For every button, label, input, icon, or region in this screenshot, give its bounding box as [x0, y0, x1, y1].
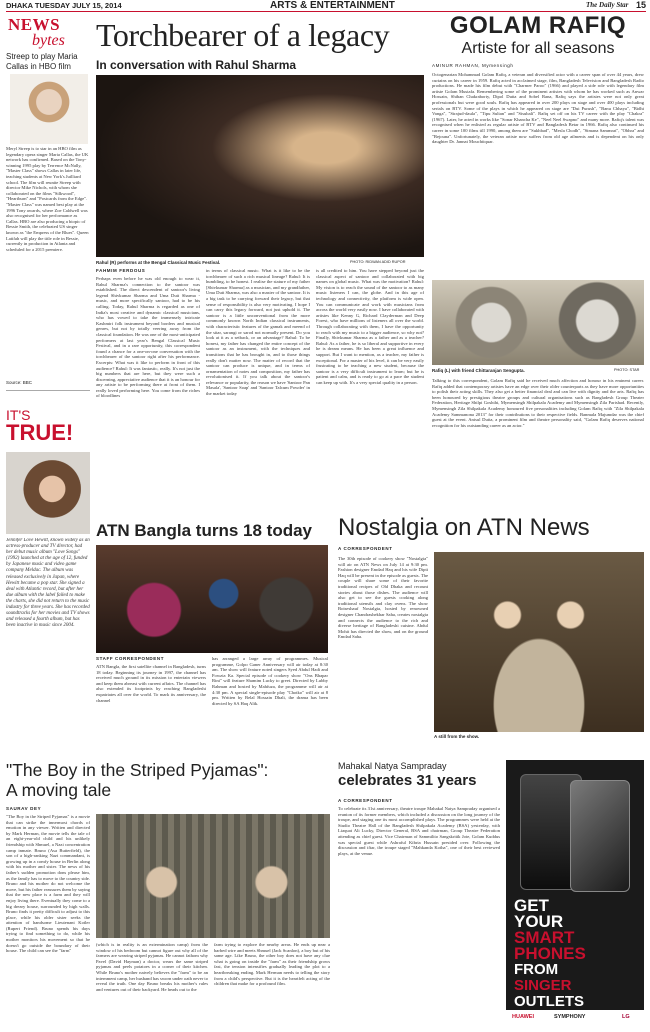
- mahakal-byline: A CORRESPONDENT: [338, 798, 393, 803]
- mahakal-body: To celebrate its 31st anniversary, theatre troupe Mahakal Natya Sampraday organised a reunion of its former members, which included a discussion on the long journey of the troupe, and staging one its most accomplished plays. The programmes were held at the Studio Theatre Hall of the Bangladesh Shilpakala Academy (BSA) yesterday, with Liaquat Ali Lucky, Director General, BSA and chairman, Group Theatre Federation attending as chief guest. Vice Chairman of Sammilito Sangskritik Jote, Golam Kuddus was special guest while Ashraful Kibria Hussain presided over. Following the discussion and iftar, the troupe staged "Mahkanda Kotha", one of their best reviewed plays, at the venue.: [338, 806, 500, 856]
- golam-rafiq-body1: Octogenarian Mohammad Golam Rafiq, a veteran and diversified actor with a career span of over 44 years, drew curtains on his career in 1959. Rafiq acted in acclaimed stage, film, Bangladesh Television and Bangladesh Radio productions. He made his film debut with "Charmer Paroo" (1966) and played a side role with legendary film artiste Golam Mustafa. Remembering some of the prominent artistes with whom he has worked such as Anwar Hossain, Shiban Chakraborty, Dipol Dutta and Sobel Rana, Rafiq says the artistes were not only great professionals but were good souls. Rafiq has appeared in over 200 plays on stage and over 400 plays including serials on BTV. Some of the plays in which he appeared on stage are "Dui Purush", "Banu Chhaya", "Bidhi Vanga", "Sirajud-daula", "Tipu Sultan" and "Sisubali". Rafiq set off on his TV career with the play "Chakra" (1967). Later, he acted in works like "Sonar Khancha Ke", "Neel Neel Swapno" and many more. Rafiq's talent was recognised when he enlisted as regular artiste of BTV and Bangladesh Betar in 1966. Rafiq also continued his career in some 100 films till 1990, among them are "Sukhbad", "Mesla Chodh", "Simana Sammrat", "Obhra" and "Bejouna". Unfortunately, the veteran artiste now suffers from old age ailments and is dependent on his only daughter Dr. Jannat Mouchtiquar.: [432, 72, 644, 145]
- torchbearer-headline: Torchbearer of a legacy: [96, 17, 390, 53]
- news-bytes-title-top: NEWS: [8, 15, 61, 34]
- mahakal-headline: celebrates 31 years: [338, 772, 477, 789]
- boy-pyjamas-photo: [96, 814, 330, 938]
- ad-line-singer: SINGER: [514, 977, 572, 994]
- atn-bangla-byline: STAFF CORRESPONDENT: [96, 656, 165, 661]
- torchbearer-byline: FAHMIM FERDOUS: [96, 268, 146, 273]
- torchbearer-col3: is all credited to him. You have stepped beyond just the classical aspect of santoor and collaborated with big names on global music. What was the motivation? Rahul: My vision is to reach the sound of the santoor to as many music listeners I can, the globe. And in this age of technology and connectivity, the platform is wide open. You can communicate and work with musicians from across the world very easily now. I have collaborated with artistes like Kenny G, Richard Clayderman and Deep Forest, who have millions of listeners all over the world. Through collaborating with them, I have the opportunity to reach with my music to a bigger audience, so why not? Finally, Shivkumar Sharma as a father and as a teacher? Rahul: As a father, he is so liberal and supportive in every he is dream means. He has been a great influence and support. But I want to mention, as a teacher, my father is exceptional. For a master of his level, it can be very easily frustrating to be teaching a new student, because the santoor is a very difficult instrument to learn; but he is patient and calm, and is ready to go at a pace the student can keep up with. It's a very special quality in a person.: [316, 268, 424, 385]
- masthead-paper: The Daily Star: [586, 1, 629, 9]
- page-number: 15: [636, 0, 647, 10]
- ad-brand-bar: [506, 1010, 644, 1026]
- masthead-date: DHAKA TUESDAY JULY 15, 2014: [6, 1, 122, 10]
- boy-pyjamas-byline: SAURAV DEY: [6, 806, 42, 811]
- torchbearer-col2: in terms of classical music. What is it like to be the torchbearer of such a rich musical lineage? Rahul: It is humbling, to be honest. I realise the stature of my father [Shivkumar Sharma] as a musician, and my grandfather, Uma Dutt Sharma, was also a master of the santoor. It is a big task to be carrying forward their legacy, but that sense of responsibility is also very motivating. I hope I can carry this legacy forward, not just uphold it. The santoor is a little unconventional from the more commonly known North Indian classical instruments, with characteristic features of the gamak and meend of the sitar, sarangi or sarod not normally present. Do you look at it as a setback, or an advantage? Rahul: To be honest, my father has changed the entire concept of the santoor as an instrument, with the techniques and transitions that he has brought in, and to those things really don't matter now. The matter of record that the santoor can produce is unique, and in terms of ornamentation of notes and composition, my father has revolutionised it. If you talk about the santoor's relevance or popularity, the reason we have 'Santoor Pan Masala', 'Santoor Soap' and 'Santoor Talcum Powder' in the market today: [206, 268, 310, 397]
- news-bytes-source: Source: BBC: [6, 380, 33, 385]
- nostalgia-body: The 30th episode of cookery show "Nostalgia" will air on ATN News on July 14 at 9:30 pm. Fashion designer Emdad Haq and his wife Dipti Haq will be present in the episode as guests. The couple will share some of their favorite traditional recipes of Old Dhaka and recount stories about those dishes. The audience will also get to see the guests cooking along traditional utensils and clay ovens. The show Boiseshauf Nostalgia, hosted by renowned designer Chandrashekhar Saha, creates nostalgia and connects the audience to the rich and diverse heritage of Bangladeshi cuisine. Abdul Mohit has directed the show, and on the ground Emdad Saha.: [338, 556, 428, 640]
- golam-rafiq-subhead: Artiste for all seasons: [461, 40, 615, 57]
- its-true-body: Jennifer Love Hewitt, known widely as an actress-producer and TV director, had her debut music album "Love Songs" (1992) launched at the age of 12, funded by Japanese music and video game company Meldac. The album was released exclusively in Japan, where Hewitt became a pop star. She signed a deal with Atlantic record, but after her due album with the label failed to make the charts, she did not return to the music industry for three years. She has recorded soundtracks for her movies and TV shows and released a fourth album, but has been inactive in music since 2004.: [6, 538, 90, 629]
- column-divider: [6, 390, 90, 391]
- torchbearer-photo-credit: PHOTO: RIDWAN ADID RUPOR: [350, 260, 406, 264]
- atn-bangla-headline: ATN Bangla turns 18 today: [96, 521, 312, 540]
- nostalgia-photo: [434, 552, 644, 732]
- golam-rafiq-body2: Talking to this correspondent, Golam Rafiq said he received much affection and honour in his eminent career. Rafiq added that contemporary artistes have an edge over their older counterparts as they have more opportunities to polish their acting skills. They also get a better financial deal and can live with dignity and the arts. Rafiq has been honoured by prestigious theatre groups and cultural organisations such as Bangladesh Group Theater Federation, Heritage Shilpi Goshthi, Mymensingh Shilpakala Academy and Mymensingh Zila Parishad. Recently, Mymensingh Zila Shilpakala Academy honoured five personalities including Golam Rafiq with "Zila Shilpakala Academy Sammanona 2013" for their contributions to their respective fields. Banmala Majumdar was the chief guest at the event. Anisul Dutta, a prominent film and theatre personality said, "Golam Rafiq deserves national recognition for his outstanding career as an actor.": [432, 378, 644, 428]
- news-bytes-body: Meryl Streep is to star in an HBO film as legendary opera singer Maria Callas, the UK network has confirmed. Based on the Tony-winning 1995 play by Terrence McNally, "Master Class" shows Callas in later life, teaching students at New York's Juilliard school. The film will reunite Streep with director Mike Nichols, with whom she collaborated on the films "Silkwood", "Heartburn" and "Postcards from the Edge". "Master Class" was named best play at the 1996 Tony awards, where Zoe Caldwell was also recognised for her performance as Callas. HBO are also producing a biopic of Bessie Smith, the celebrated US singer known as "the Empress of the Blues". Queen Latifah will play the title role in Bessie, currently in production in Atlanta and scheduled for a 2015 premiere.: [6, 146, 89, 252]
- ad-headline: [514, 898, 638, 1010]
- ad-brand-symphony: SYMPHONY: [554, 1014, 586, 1020]
- ad-line-outlets: OUTLETS: [514, 993, 584, 1010]
- nostalgia-byline: A CORRESPONDENT: [338, 546, 393, 551]
- ad-brand-lg: LG: [622, 1014, 630, 1020]
- atn-bangla-col2: has arranged a large array of programmes. Musical programme, Golpo Ganer Anniversary will air today at 8:30 am. The show will feature noted singers Syed Abdul Hadi and Fowzia Ka. Special episode of cookery show "Ons Bhapar Rini" will feature Shamim Lucky to greet. Directed by Lubby Rahman and hosted by Mahfuza, the programme will air at 4:30 pm. A special single-episode play "Chotko" will air at 8 pm. Written by Belal Hossain Dhali, the drama has been directed by SA Haq Alik.: [212, 656, 328, 706]
- boy-pyjamas-headline-line1: "The Boy in the Striped Pyjamas":: [6, 760, 269, 780]
- masthead: [6, 0, 646, 12]
- nostalgia-caption: A still from the show.: [434, 734, 480, 739]
- mahakal-kicker: Mahakal Natya Sampraday: [338, 761, 447, 771]
- meryl-streep-photo: [10, 74, 88, 144]
- masthead-section: ARTS & ENTERTAINMENT: [270, 0, 395, 11]
- jennifer-love-hewitt-photo: [6, 452, 90, 534]
- its-true-title-top: IT'S: [6, 407, 31, 423]
- ad-line-smart: SMART: [514, 928, 575, 947]
- ad-brand-huawei: HUAWEI: [512, 1014, 534, 1020]
- atn-bangla-col1: ATN Bangla, the first satellite channel in Bangladesh, turns 18 today. Beginning its journey in 1997, the channel has received much ground in its mission to entertain viewers and keep them abreast with current affairs. The channel has also extended its footprints by reaching Bangladeshi expatriates all over the world. To mark its anniversary, the channel: [96, 664, 206, 703]
- ad-line-phones: PHONES: [514, 944, 586, 963]
- rahul-sharma-photo: [96, 75, 424, 257]
- boy-pyjamas-headline-line2: A moving tale: [6, 780, 112, 800]
- golam-rafiq-headline: GOLAM RAFIQ: [449, 12, 627, 39]
- news-bytes-headline: Streep to play Maria Callas in HBO film: [6, 52, 78, 71]
- its-true-title-bottom: TRUE!: [6, 420, 74, 445]
- atn-bangla-photo: [96, 545, 328, 653]
- boy-pyjamas-col3: farm trying to explore the nearby areas. He ends up near a barbed wire and meets Shmuel (Jack Scanlon), a boy but of his same age. Like Bruno, the other boy does not have any clue what is going on inside the "farm" as their friendship grows fast, the tension intensifies gradually leading the plot to a heartbreaking ending. Mark Herman needs to telling the story from a child's perspective. But it is the heartfelt acting of the children that make for a profound film.: [214, 942, 330, 987]
- golam-rafiq-photo-credit: PHOTO: STAR: [614, 368, 640, 372]
- golam-rafiq-byline: AMINUR RAHMAN, Mymensingh: [432, 63, 514, 68]
- torchbearer-col1: Perhaps even before he was old enough to wear it, Rahul Sharma's connection to the santoor was established. The direct descendent of santoor's living legend Shivkumar Sharma and Uma Dutt Sharma - music, and more specifically santoor, had to be his calling. Today, Rahul Sharma is regarded as one of India's most creative and dynamic classical musicians, who has vowed to take the immensely intricate Kashmiri folk instrument beyond borders and musical genres, but not by totally veering away from the classical foundation. He was one of the most-anticipated performers at last year's Bengal Classical Music Festival, and in a rare opportunity, this correspondent found a chance for a one-on-one conversation with the torchbearer of the santoor right after his performance. Excerpts: What was it like to perform in front of this audience? Rahul: It was fantastic, really. It's not just the big numbers that are here, but they were such a discerning, appreciative audience that it is an honour for any artiste to be performing there at front of them. I really loved performing here. You come from the riches of bloodlines: [96, 276, 200, 399]
- ad-line-get: GET: [514, 896, 549, 915]
- torchbearer-caption: Rahul (R) performs at the Bengal Classical Music Festival.: [96, 260, 221, 265]
- boy-pyjamas-headline: [6, 760, 330, 800]
- golam-rafiq-photo: [432, 280, 644, 365]
- torchbearer-subhead: In conversation with Rahul Sharma: [96, 58, 297, 72]
- nostalgia-headline: Nostalgia on ATN News: [338, 514, 590, 541]
- singer-advertisement[interactable]: [506, 760, 644, 1026]
- news-bytes-title: [8, 16, 88, 50]
- ad-line-from: FROM: [514, 961, 559, 978]
- boy-pyjamas-col2: (which is in reality is an extermination camp) from the window of his bedroom but cannot figure out why all of the farmers are wearing striped pyjamas. He cannot fathom why Pavel (David Hayman) a doctor, wears the same striped pyjamas and peels potatoes in a corner of their kitchen. While Bruno's mother naively believes the "farm" to be an internment camp, her husband has sworn under oath never to reveal the truth. One day Bruno breaks his mother's rules and ventures out of their backyard. He heads out to the: [96, 942, 208, 992]
- boy-pyjamas-col1: "The Boy in the Striped Pyjamas" is a movie that can strike the innermost chords of emotion in any viewer. Written and directed by Mark Herman, the movie tells the tale of an eight-year-old child and his unlikely friendship with Shmuel, a Nazi concentration camp inmate. Bruno (Asa Butterfield), the son of a high-ranking Nazi commandant, is growing up in a comfy house in Berlin along with his mother and sister. The news of his father's sudden promotion dons please him, as the family has to move to the country side. Bruno and his mother do not welcome the move, but his father reassures them by saying that the new place is a farm and they will enjoy living there. Eventually they come to a big dreary house, surrounded by high walls. Bruno finds it pretty difficult to adjust to this place, while his older sister seeks the attention of handsome Lieutenant Kotler (Rupert Friend). Bruno spends his days trying to find something to do, while his mother monitors his movement so that he doesn't go outside the boundary of their house. The child can see the "farm": [6, 814, 90, 954]
- ad-phone-image-2: [570, 780, 630, 892]
- golam-rafiq-caption: Rafiq (L) with friend Chittaranjan Sengupta.: [432, 368, 525, 373]
- its-true-title: [6, 408, 90, 448]
- ad-line-your: YOUR: [514, 912, 564, 931]
- news-bytes-title-bottom: bytes: [32, 32, 65, 49]
